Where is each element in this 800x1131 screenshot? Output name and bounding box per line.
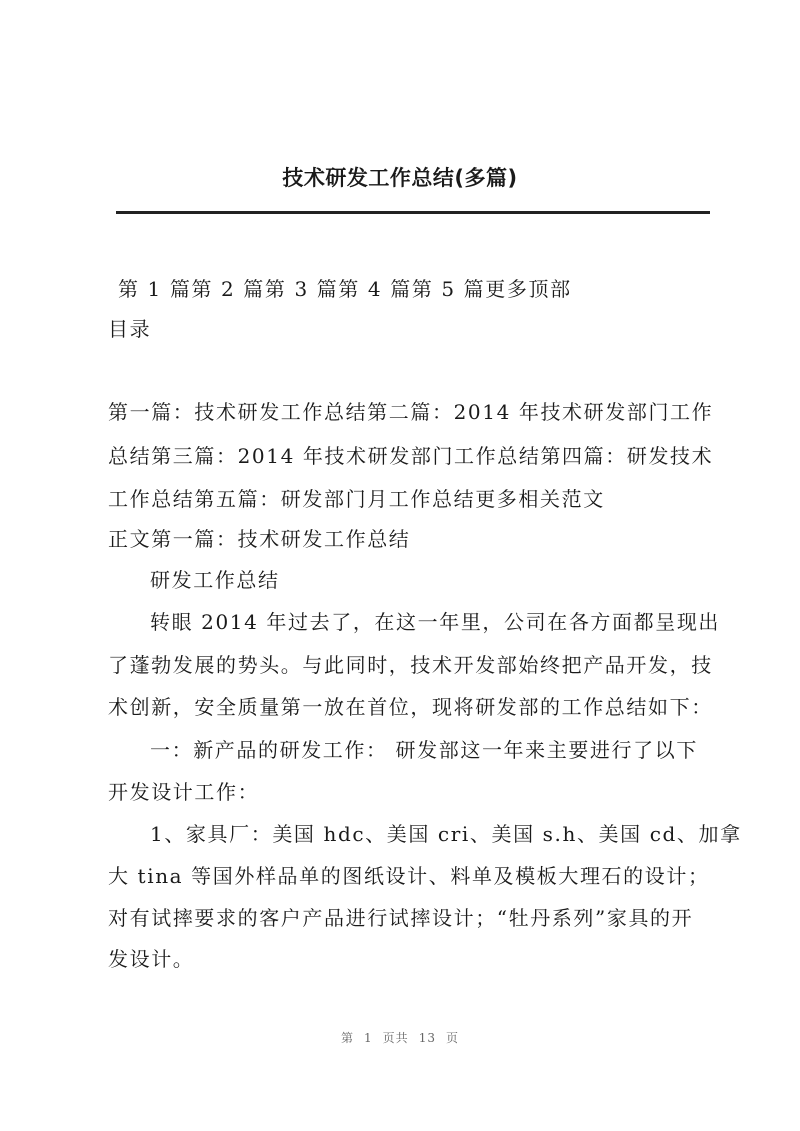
document-title: 技术研发工作总结(多篇) [282,166,518,190]
nav-link-4[interactable]: 第 4 篇 [338,277,412,301]
nav-link-more[interactable]: 更多 [485,277,529,301]
toc-heading: 目录 [108,317,152,341]
footer-page-mid: 页共 [382,1031,409,1045]
body-text-line: 一：新产品的研发工作： 研发部这一年来主要进行了以下 [150,738,698,762]
footer-page-number: 1 [364,1031,373,1045]
nav-link-top[interactable]: 顶部 [528,277,572,301]
body-text-line: 发设计。 [108,947,195,971]
toc-line[interactable]: 第一篇：技术研发工作总结第二篇：2014 年技术研发部门工作 [108,400,714,424]
toc-line[interactable]: 工作总结第五篇：研发部门月工作总结更多相关范文 [108,487,605,511]
page-footer [0,1030,800,1046]
body-text-line: 转眼 2014 年过去了，在这一年里，公司在各方面都呈现出 [150,610,721,634]
body-text-line: 了蓬勃发展的势头。与此同时，技术开发部始终把产品开发，技 [108,653,713,677]
footer-page-label: 第 [341,1031,355,1045]
section-title: 研发工作总结 [150,568,280,592]
footer-total-pages: 13 [418,1031,436,1045]
nav-link-5[interactable]: 第 5 篇 [411,277,486,301]
footer-page-suffix: 页 [445,1031,459,1045]
body-text-line: 对有试摔要求的客户产品进行试摔设计；“牡丹系列”家具的开 [108,906,694,930]
body-text-line: 开发设计工作： [108,780,260,804]
body-text-line: 大 tina 等国外样品单的图纸设计、料单及模板大理石的设计； [108,864,710,888]
nav-links [118,275,572,303]
nav-link-1[interactable]: 第 1 篇 [118,277,192,301]
body-heading: 正文第一篇：技术研发工作总结 [108,527,411,551]
body-text-line: 术创新，安全质量第一放在首位，现将研发部的工作总结如下： [108,695,713,719]
body-text-line: 1、家具厂：美国 hdc、美国 cri、美国 s.h、美国 cd、加拿 [150,822,742,846]
toc-line[interactable]: 总结第三篇：2014 年技术研发部门工作总结第四篇：研发技术 [108,444,714,468]
nav-link-2[interactable]: 第 2 篇 [191,277,265,301]
nav-link-3[interactable]: 第 3 篇 [264,277,339,301]
title-divider [116,211,710,214]
